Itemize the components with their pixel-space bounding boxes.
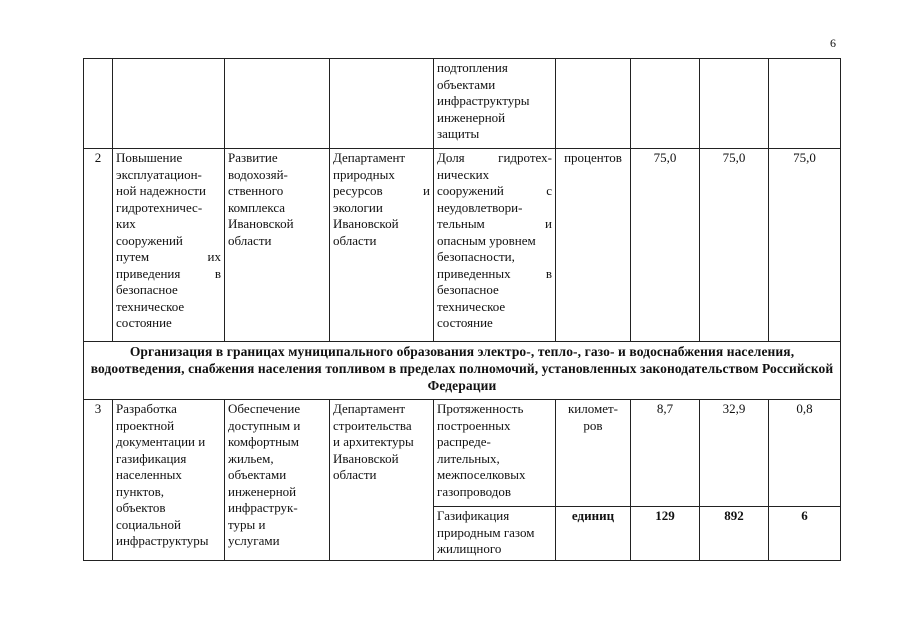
cell-program <box>225 59 330 149</box>
indicator-line: инфраструктуры <box>437 93 530 108</box>
task-line: сооружений <box>116 232 183 248</box>
indicator-line: тельным и <box>437 216 552 231</box>
indicator-line: нических <box>437 166 490 182</box>
table-row-continuation <box>84 59 841 149</box>
executor-line: Департамент <box>333 150 406 165</box>
cell-value <box>769 59 841 149</box>
cell-value: 0,8 <box>769 400 841 507</box>
cell-value: 32,9 <box>700 400 769 507</box>
table-row-2 <box>84 149 841 342</box>
indicator-line: Протяженность <box>437 401 524 416</box>
cell-indicator <box>434 507 556 561</box>
task-line: инфраструктуры <box>116 533 209 548</box>
task-line: Разработка <box>116 401 177 416</box>
task-line: социальной <box>116 516 181 532</box>
indicator-line: опасным уровнем <box>437 232 536 248</box>
executor-line: природных <box>333 166 395 182</box>
cell-value: 75,0 <box>631 149 700 342</box>
indicator-line: безопасное <box>437 282 499 297</box>
task-line: газификация <box>116 450 187 466</box>
cell-task <box>113 149 225 342</box>
executor-line: экологии <box>333 199 383 215</box>
indicator-line: лительных, <box>437 450 500 466</box>
cell-unit: процентов <box>556 149 631 342</box>
cell-unit: единиц <box>556 507 631 561</box>
program-line: объектами <box>228 467 287 482</box>
executor-line: области <box>333 467 377 482</box>
task-line: гидротехничес- <box>116 199 203 215</box>
task-line: безопасное <box>116 282 178 297</box>
cell-number: 3 <box>84 400 113 561</box>
cell-executor <box>330 149 434 342</box>
executor-line: Ивановской <box>333 216 399 231</box>
unit-line: ров <box>583 417 603 433</box>
cell-value: 892 <box>700 507 769 561</box>
cell-value: 129 <box>631 507 700 561</box>
cell-program <box>225 149 330 342</box>
program-line: Ивановской <box>228 216 294 231</box>
indicator-line: состояние <box>437 315 493 330</box>
program-line: ственного <box>228 183 284 198</box>
indicator-line: сооружений с <box>437 183 552 198</box>
page-number: 6 <box>830 36 836 50</box>
indicator-line: построенных <box>437 417 511 433</box>
program-line: жильем, <box>228 450 274 466</box>
indicator-line: защиты <box>437 126 480 141</box>
indicator-line: неудовлетвори- <box>437 199 523 215</box>
table-row-3 <box>84 400 841 507</box>
cell-indicator <box>434 59 556 149</box>
indicator-line: техническое <box>437 298 506 314</box>
program-line: области <box>228 232 272 248</box>
indicator-line: Доля гидротех- <box>437 150 552 165</box>
program-line: водохозяй- <box>228 166 288 182</box>
program-line: комплекса <box>228 199 286 215</box>
indicator-line: Газификация <box>437 508 510 523</box>
cell-value: 8,7 <box>631 400 700 507</box>
cell-indicator <box>434 400 556 507</box>
program-line: доступным и <box>228 417 301 433</box>
executor-line: Департамент <box>333 401 406 416</box>
executor-line: Ивановской <box>333 450 399 466</box>
executor-line: области <box>333 232 377 248</box>
executor-line: и архитектуры <box>333 434 414 449</box>
indicator-line: безопасности, <box>437 249 515 264</box>
cell-program <box>225 400 330 561</box>
section-heading: Организация в границах муниципального образования электро-, тепло-, газо- и водоснабжения населения, водоотведения, снабжения населения топливом в пределах полномочий, установленных законодательством Российской Федерации <box>84 342 841 400</box>
cell-value <box>700 59 769 149</box>
cell-executor <box>330 59 434 149</box>
indicator-line: инженерной <box>437 109 506 125</box>
indicator-line: природным газом <box>437 524 535 540</box>
task-line: путем их <box>116 249 221 264</box>
cell-unit <box>556 400 631 507</box>
task-line: техническое <box>116 298 185 314</box>
task-line: ной надежности <box>116 183 206 198</box>
task-line: проектной <box>116 417 175 433</box>
cell-value: 6 <box>769 507 841 561</box>
task-line: Повышение <box>116 150 183 165</box>
task-line: пунктов, <box>116 483 164 499</box>
cell-task <box>113 400 225 561</box>
task-line: документации и <box>116 434 206 449</box>
unit-line: километ- <box>567 401 619 416</box>
indicator-line: подтопления <box>437 60 508 75</box>
cell-indicator <box>434 149 556 342</box>
cell-task <box>113 59 225 149</box>
cell-value <box>631 59 700 149</box>
executor-line: строительства <box>333 417 412 433</box>
indicator-line: распреде- <box>437 434 491 449</box>
cell-value: 75,0 <box>700 149 769 342</box>
indicators-table <box>83 58 841 561</box>
indicator-line: приведенных в <box>437 265 552 281</box>
program-line: инженерной <box>228 483 297 499</box>
cell-executor <box>330 400 434 561</box>
program-line: Обеспечение <box>228 401 301 416</box>
program-line: Развитие <box>228 150 278 165</box>
task-line: населенных <box>116 467 182 482</box>
indicator-line: объектами <box>437 76 496 92</box>
task-line: состояние <box>116 315 172 330</box>
task-line: ких <box>116 216 136 231</box>
program-line: услугами <box>228 533 280 548</box>
task-line: приведения в <box>116 265 221 281</box>
indicator-line: газопроводов <box>437 483 512 499</box>
indicator-line: межпоселковых <box>437 467 526 482</box>
program-line: туры и <box>228 516 266 532</box>
task-line: эксплуатацион- <box>116 166 202 182</box>
cell-unit <box>556 59 631 149</box>
section-heading-row <box>84 342 841 400</box>
program-line: комфортным <box>228 434 299 449</box>
executor-line: ресурсов и <box>333 183 430 198</box>
task-line: объектов <box>116 500 166 515</box>
cell-number <box>84 59 113 149</box>
cell-number: 2 <box>84 149 113 342</box>
program-line: инфраструк- <box>228 500 298 515</box>
cell-value: 75,0 <box>769 149 841 342</box>
indicator-line: жилищного <box>437 541 502 556</box>
